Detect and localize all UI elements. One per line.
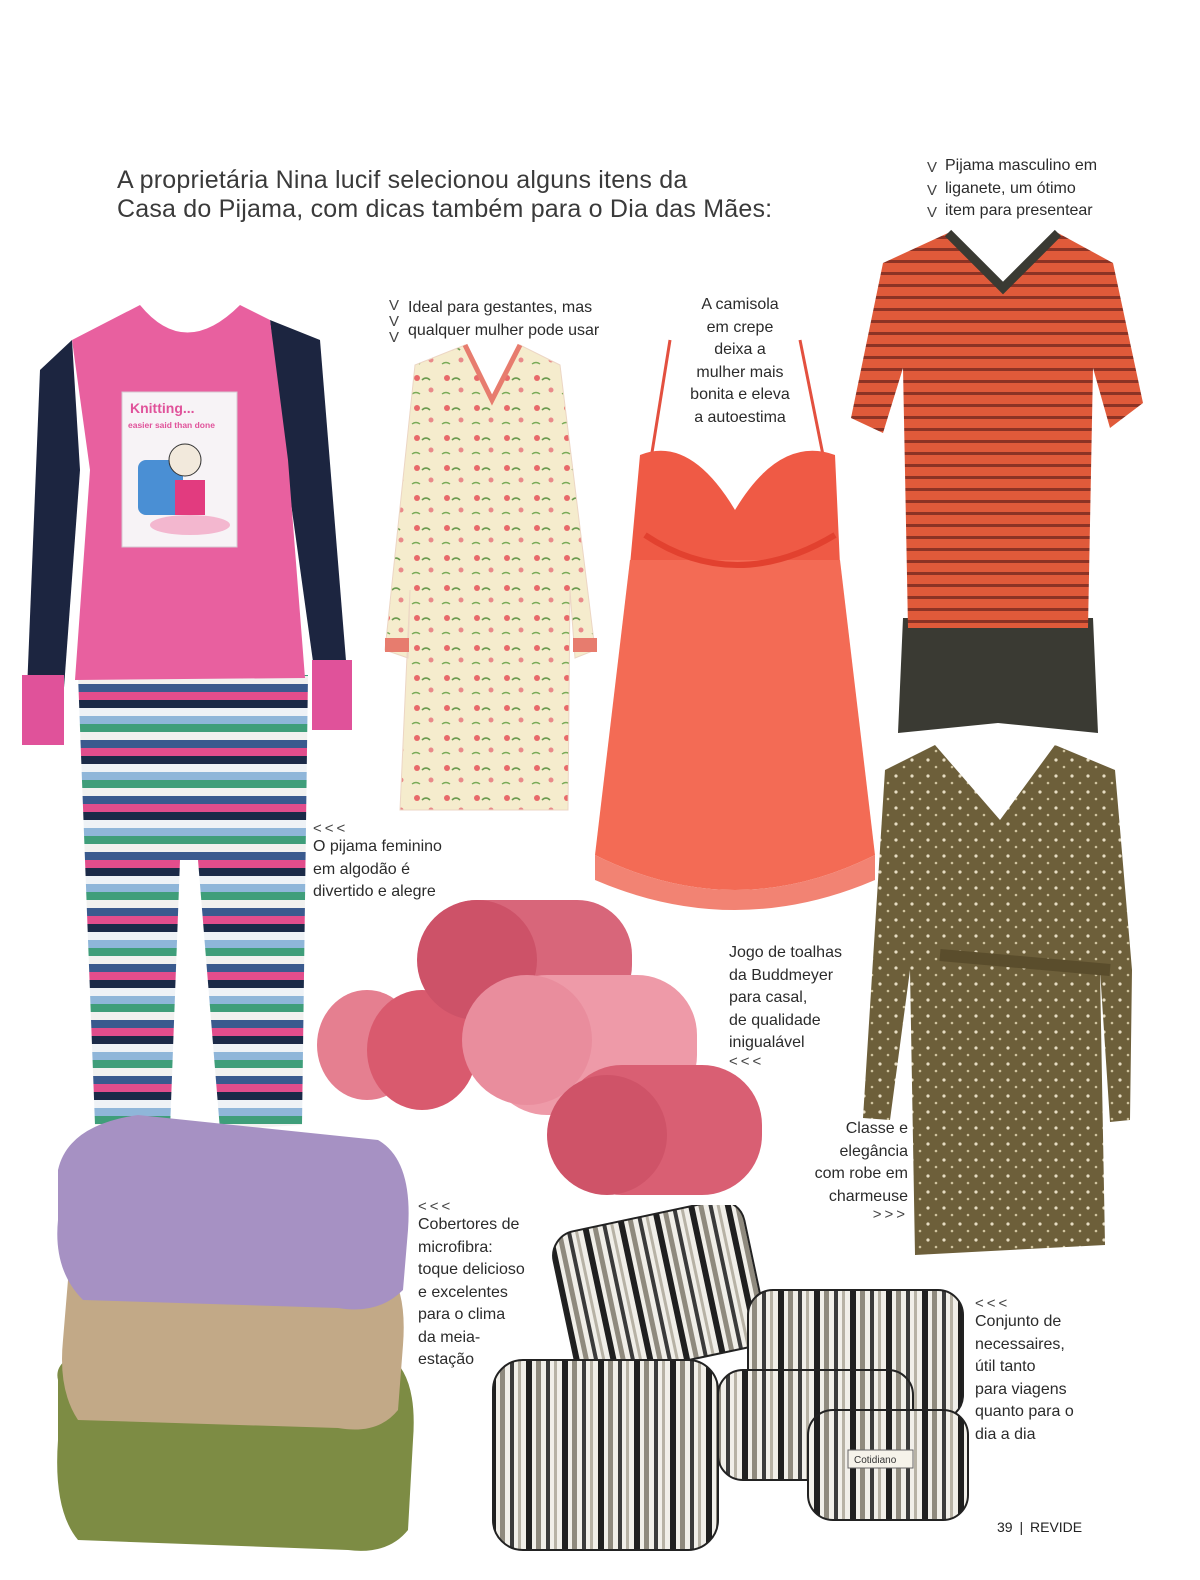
caption-line: Pijama masculino em <box>945 157 1098 174</box>
caption-line: microfibra: <box>418 1238 493 1256</box>
caption-line: em crepe <box>706 318 774 336</box>
bag-brand-tag: Cotidiano <box>854 1455 897 1466</box>
caption-line: dia a dia <box>975 1425 1036 1443</box>
photo-mens-pajama <box>848 228 1148 740</box>
caption-line: inigualável <box>729 1034 805 1051</box>
caption-arrows: <<< <box>418 1198 454 1215</box>
caption-toalhas <box>729 942 879 1069</box>
caption-gestantes-marks <box>389 298 403 346</box>
caption-line: Cobertores de <box>418 1216 520 1233</box>
caption-line: O pijama feminino <box>313 838 442 855</box>
caption-arrows: <<< <box>729 1052 765 1070</box>
v-mark: V <box>927 181 938 199</box>
caption-cobertores <box>418 1200 558 1372</box>
v-mark: V <box>389 313 400 330</box>
caption-line: da meia- <box>418 1328 481 1346</box>
caption-line: Classe e <box>845 1120 908 1137</box>
caption-line: A camisola <box>701 296 779 313</box>
caption-line: divertido e alegre <box>313 883 436 900</box>
v-mark: V <box>927 159 938 176</box>
caption-line: qualquer mulher pode usar <box>408 321 600 339</box>
page-footer <box>997 1519 1107 1535</box>
caption-mens-pajama <box>945 155 1185 223</box>
v-mark: V <box>389 297 400 314</box>
caption-line: liganete, um ótimo <box>945 179 1076 197</box>
caption-mens-pajama-marks <box>927 157 941 225</box>
caption-line: em algodão é <box>313 860 410 878</box>
caption-line: quanto para o <box>975 1403 1074 1420</box>
caption-line: Ideal para gestantes, mas <box>408 299 593 316</box>
photo-necessaires <box>488 1205 970 1560</box>
intro-line-2: Casa do Pijama, com dicas também para o Dia das Mães: <box>117 195 773 223</box>
caption-line: Conjunto de <box>975 1313 1062 1330</box>
caption-line: item para presentear <box>945 202 1093 219</box>
caption-camisola <box>660 294 820 429</box>
caption-line: bonita e eleva <box>690 386 790 403</box>
shirt-print-title: Knitting... <box>130 400 195 416</box>
photo-blankets <box>48 1110 420 1558</box>
caption-arrows: <<< <box>313 820 349 837</box>
caption-line: de qualidade <box>729 1011 821 1029</box>
caption-line: necessaires, <box>975 1335 1065 1353</box>
photo-floral-nightgown <box>380 340 605 820</box>
caption-line: para viagens <box>975 1380 1067 1398</box>
page-number: 39 <box>997 1519 1013 1535</box>
caption-line: para o clima <box>418 1306 506 1323</box>
caption-pijama-feminino <box>313 822 513 904</box>
caption-line: Jogo de toalhas <box>729 944 842 961</box>
caption-line: charmeuse <box>828 1187 908 1205</box>
magazine-name: REVIDE <box>1030 1519 1083 1535</box>
caption-necessaires <box>975 1297 1125 1446</box>
caption-arrows: <<< <box>975 1295 1011 1312</box>
caption-robe <box>760 1118 908 1222</box>
caption-line: e excelentes <box>418 1283 508 1301</box>
caption-line: estação <box>418 1351 475 1368</box>
caption-arrows: >>> <box>872 1206 908 1223</box>
caption-line: útil tanto <box>975 1358 1036 1375</box>
caption-line: da Buddmeyer <box>729 966 834 984</box>
shirt-print-subtitle: easier said than done <box>128 420 215 430</box>
caption-line: elegância <box>839 1142 908 1160</box>
caption-line: para casal, <box>729 989 808 1006</box>
caption-line: com robe em <box>814 1165 908 1182</box>
caption-line: a autoestima <box>694 408 786 426</box>
footer-separator: | <box>1019 1519 1024 1535</box>
caption-line: mulher mais <box>696 363 784 381</box>
caption-gestantes <box>408 297 648 342</box>
caption-line: toque delicioso <box>418 1261 525 1278</box>
intro-heading <box>117 166 817 224</box>
v-mark: V <box>389 329 400 346</box>
v-mark: V <box>927 204 938 221</box>
intro-line-1: A proprietária Nina lucif selecionou alguns itens da <box>117 166 688 194</box>
caption-line: deixa a <box>714 341 766 358</box>
photo-womens-pajama <box>20 300 360 1140</box>
